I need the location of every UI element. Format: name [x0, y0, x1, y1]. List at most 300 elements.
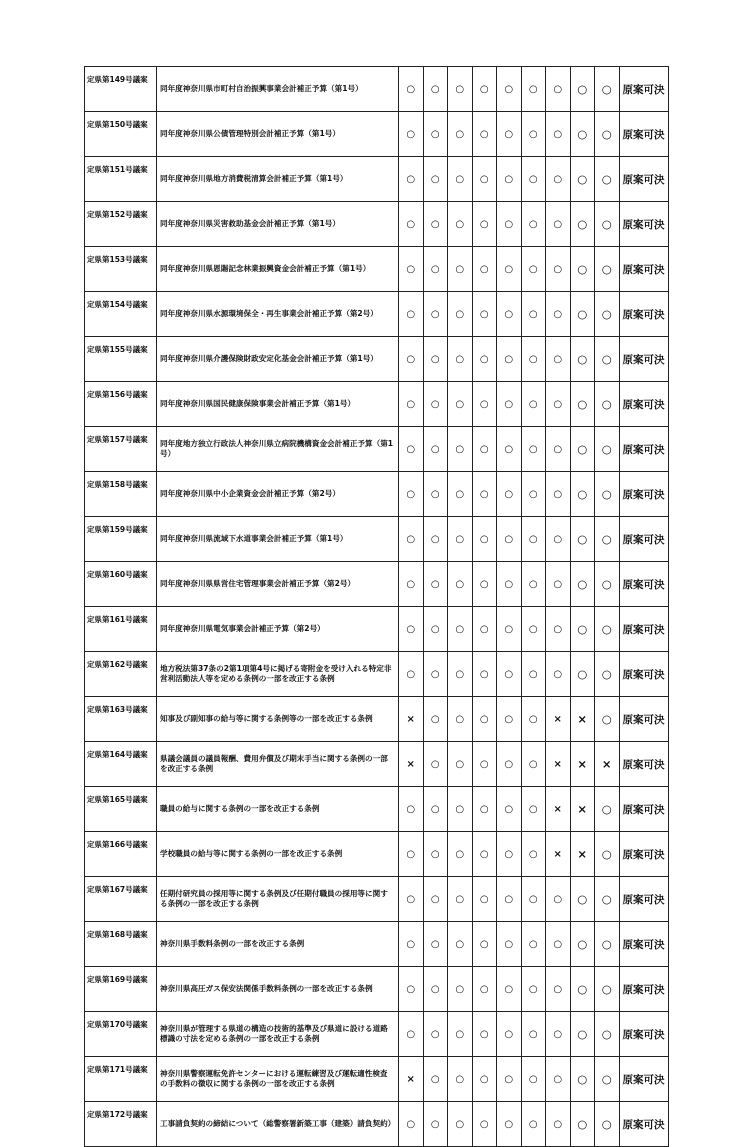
vote-cell: ○	[497, 697, 522, 742]
vote-cell: ○	[521, 1102, 546, 1147]
result-cell: 原案可決	[619, 472, 668, 517]
vote-cell: ○	[399, 607, 424, 652]
result-cell: 原案可決	[619, 1102, 668, 1147]
vote-cell: ○	[570, 112, 595, 157]
vote-cell: ×	[399, 697, 424, 742]
vote-cell: ○	[472, 877, 497, 922]
result-cell: 原案可決	[619, 157, 668, 202]
vote-cell: ○	[570, 922, 595, 967]
vote-cell: ○	[423, 832, 448, 877]
table-row	[85, 112, 669, 157]
vote-cell: ○	[448, 112, 473, 157]
table-body	[85, 67, 669, 1147]
vote-cell: ○	[521, 787, 546, 832]
result-cell: 原案可決	[619, 742, 668, 787]
vote-results-table	[84, 66, 669, 1147]
vote-cell: ○	[521, 1057, 546, 1102]
bill-title-cell: 神奈川県高圧ガス保安法関係手数料条例の一部を改正する条例	[157, 967, 399, 1012]
vote-cell: ×	[595, 742, 620, 787]
vote-cell: ○	[472, 337, 497, 382]
vote-cell: ○	[399, 652, 424, 697]
vote-cell: ○	[399, 112, 424, 157]
bill-title-cell: 同年度神奈川県国民健康保険事業会計補正予算（第1号）	[157, 382, 399, 427]
vote-cell: ○	[399, 337, 424, 382]
vote-cell: ○	[472, 247, 497, 292]
vote-cell: ○	[595, 967, 620, 1012]
vote-cell: ○	[521, 832, 546, 877]
vote-cell: ○	[546, 292, 571, 337]
vote-cell: ○	[595, 202, 620, 247]
bill-number-cell: 定県第163号議案	[85, 697, 157, 742]
vote-cell: ○	[448, 427, 473, 472]
table-row	[85, 607, 669, 652]
vote-cell: ○	[472, 832, 497, 877]
bill-title-cell: 地方税法第37条の2第1項第4号に掲げる寄附金を受け入れる特定非営利活動法人等を定める条例の一部を改正する条例	[157, 652, 399, 697]
result-cell: 原案可決	[619, 247, 668, 292]
vote-cell: ○	[546, 1102, 571, 1147]
vote-cell: ○	[423, 922, 448, 967]
vote-cell: ○	[546, 337, 571, 382]
bill-title-cell: 同年度神奈川県恩賜記念林業振興資金会計補正予算（第1号）	[157, 247, 399, 292]
vote-cell: ×	[570, 832, 595, 877]
vote-cell: ○	[546, 967, 571, 1012]
vote-cell: ○	[399, 562, 424, 607]
bill-number-cell: 定県第155号議案	[85, 337, 157, 382]
vote-cell: ○	[595, 1102, 620, 1147]
vote-cell: ○	[497, 112, 522, 157]
vote-cell: ○	[546, 1057, 571, 1102]
vote-cell: ○	[448, 832, 473, 877]
vote-cell: ×	[570, 742, 595, 787]
vote-cell: ○	[448, 202, 473, 247]
result-cell: 原案可決	[619, 517, 668, 562]
table-row	[85, 67, 669, 112]
bill-number-cell: 定県第172号議案	[85, 1102, 157, 1147]
bill-number-cell: 定県第159号議案	[85, 517, 157, 562]
vote-cell: ○	[570, 1057, 595, 1102]
vote-cell: ○	[423, 877, 448, 922]
vote-cell: ○	[595, 517, 620, 562]
vote-cell: ○	[570, 652, 595, 697]
vote-cell: ○	[497, 157, 522, 202]
vote-cell: ○	[497, 877, 522, 922]
vote-cell: ×	[399, 742, 424, 787]
vote-cell: ○	[570, 472, 595, 517]
vote-cell: ○	[546, 112, 571, 157]
vote-cell: ○	[595, 562, 620, 607]
vote-cell: ○	[399, 427, 424, 472]
vote-cell: ○	[595, 1012, 620, 1057]
vote-cell: ○	[570, 1102, 595, 1147]
table-row	[85, 157, 669, 202]
vote-cell: ○	[448, 697, 473, 742]
bill-title-cell: 同年度神奈川県介護保険財政安定化基金会計補正予算（第1号）	[157, 337, 399, 382]
vote-cell: ○	[448, 292, 473, 337]
vote-cell: ○	[399, 67, 424, 112]
vote-cell: ○	[472, 1012, 497, 1057]
vote-cell: ○	[399, 202, 424, 247]
vote-cell: ○	[521, 472, 546, 517]
result-cell: 原案可決	[619, 112, 668, 157]
bill-number-cell: 定県第151号議案	[85, 157, 157, 202]
vote-cell: ○	[423, 337, 448, 382]
vote-cell: ○	[595, 382, 620, 427]
vote-cell: ○	[423, 157, 448, 202]
result-cell: 原案可決	[619, 1012, 668, 1057]
vote-cell: ○	[399, 922, 424, 967]
vote-cell: ○	[595, 607, 620, 652]
result-cell: 原案可決	[619, 922, 668, 967]
vote-cell: ○	[399, 157, 424, 202]
vote-cell: ○	[570, 67, 595, 112]
vote-cell: ○	[448, 877, 473, 922]
table-row	[85, 832, 669, 877]
result-cell: 原案可決	[619, 427, 668, 472]
vote-cell: ○	[448, 562, 473, 607]
table-row	[85, 1102, 669, 1147]
table-row	[85, 337, 669, 382]
vote-cell: ○	[546, 652, 571, 697]
vote-cell: ○	[546, 157, 571, 202]
bill-title-cell: 学校職員の給与等に関する条例の一部を改正する条例	[157, 832, 399, 877]
vote-cell: ○	[570, 562, 595, 607]
vote-cell: ×	[546, 697, 571, 742]
bill-number-cell: 定県第152号議案	[85, 202, 157, 247]
vote-cell: ○	[521, 742, 546, 787]
result-cell: 原案可決	[619, 292, 668, 337]
bill-number-cell: 定県第157号議案	[85, 427, 157, 472]
table-row	[85, 922, 669, 967]
table-row	[85, 472, 669, 517]
vote-cell: ○	[472, 157, 497, 202]
bill-title-cell: 工事請負契約の締結について（総警察署新築工事（建築）請負契約）	[157, 1102, 399, 1147]
bill-title-cell: 同年度神奈川県県営住宅管理事業会計補正予算（第2号）	[157, 562, 399, 607]
bill-number-cell: 定県第154号議案	[85, 292, 157, 337]
vote-cell: ○	[521, 652, 546, 697]
bill-title-cell: 職員の給与に関する条例の一部を改正する条例	[157, 787, 399, 832]
vote-cell: ○	[497, 517, 522, 562]
vote-cell: ○	[472, 1102, 497, 1147]
vote-cell: ○	[570, 967, 595, 1012]
vote-cell: ○	[399, 247, 424, 292]
vote-cell: ○	[472, 517, 497, 562]
vote-cell: ○	[423, 1102, 448, 1147]
vote-cell: ○	[472, 292, 497, 337]
vote-cell: ○	[497, 67, 522, 112]
vote-cell: ○	[448, 382, 473, 427]
bill-title-cell: 同年度神奈川県中小企業資金会計補正予算（第2号）	[157, 472, 399, 517]
vote-cell: ○	[497, 337, 522, 382]
bill-number-cell: 定県第161号議案	[85, 607, 157, 652]
result-cell: 原案可決	[619, 607, 668, 652]
vote-cell: ○	[448, 67, 473, 112]
vote-cell: ○	[497, 562, 522, 607]
vote-cell: ○	[497, 382, 522, 427]
vote-cell: ○	[423, 742, 448, 787]
vote-cell: ○	[448, 472, 473, 517]
vote-cell: ○	[423, 787, 448, 832]
bill-number-cell: 定県第150号議案	[85, 112, 157, 157]
vote-cell: ○	[546, 517, 571, 562]
vote-cell: ○	[595, 67, 620, 112]
vote-cell: ○	[497, 202, 522, 247]
vote-cell: ○	[570, 382, 595, 427]
vote-cell: ○	[472, 67, 497, 112]
result-cell: 原案可決	[619, 562, 668, 607]
vote-cell: ○	[448, 1057, 473, 1102]
table-row	[85, 382, 669, 427]
vote-cell: ○	[472, 1057, 497, 1102]
vote-cell: ○	[448, 967, 473, 1012]
vote-cell: ○	[448, 652, 473, 697]
vote-cell: ○	[423, 67, 448, 112]
vote-cell: ○	[521, 517, 546, 562]
bill-number-cell: 定県第168号議案	[85, 922, 157, 967]
bill-number-cell: 定県第158号議案	[85, 472, 157, 517]
table-row	[85, 1057, 669, 1102]
table-row	[85, 427, 669, 472]
vote-cell: ○	[448, 742, 473, 787]
vote-cell: ○	[423, 292, 448, 337]
vote-cell: ○	[546, 877, 571, 922]
table-row	[85, 967, 669, 1012]
table-row	[85, 652, 669, 697]
vote-cell: ○	[399, 517, 424, 562]
vote-cell: ○	[521, 67, 546, 112]
vote-cell: ○	[521, 337, 546, 382]
vote-cell: ○	[546, 247, 571, 292]
result-cell: 原案可決	[619, 382, 668, 427]
vote-cell: ○	[595, 832, 620, 877]
vote-cell: ○	[472, 742, 497, 787]
bill-title-cell: 同年度神奈川県市町村自治振興事業会計補正予算（第1号）	[157, 67, 399, 112]
vote-cell: ○	[472, 697, 497, 742]
vote-cell: ○	[448, 247, 473, 292]
vote-cell: ○	[472, 382, 497, 427]
result-cell: 原案可決	[619, 67, 668, 112]
vote-cell: ○	[595, 787, 620, 832]
result-cell: 原案可決	[619, 787, 668, 832]
table-row	[85, 247, 669, 292]
vote-cell: ○	[497, 967, 522, 1012]
result-cell: 原案可決	[619, 697, 668, 742]
vote-cell: ○	[521, 967, 546, 1012]
vote-cell: ○	[546, 382, 571, 427]
vote-cell: ○	[570, 202, 595, 247]
vote-cell: ○	[448, 337, 473, 382]
bill-number-cell: 定県第165号議案	[85, 787, 157, 832]
vote-cell: ○	[497, 652, 522, 697]
bill-title-cell: 同年度神奈川県地方消費税清算会計補正予算（第1号）	[157, 157, 399, 202]
vote-cell: ○	[423, 652, 448, 697]
vote-cell: ○	[423, 247, 448, 292]
vote-cell: ○	[399, 967, 424, 1012]
vote-cell: ○	[546, 562, 571, 607]
vote-cell: ○	[472, 922, 497, 967]
vote-cell: ○	[497, 1012, 522, 1057]
vote-cell: ○	[521, 562, 546, 607]
vote-cell: ○	[399, 292, 424, 337]
table-row	[85, 562, 669, 607]
vote-cell: ○	[448, 922, 473, 967]
vote-cell: ○	[497, 832, 522, 877]
result-cell: 原案可決	[619, 337, 668, 382]
result-cell: 原案可決	[619, 877, 668, 922]
bill-number-cell: 定県第162号議案	[85, 652, 157, 697]
result-cell: 原案可決	[619, 832, 668, 877]
vote-cell: ○	[423, 202, 448, 247]
bill-number-cell: 定県第170号議案	[85, 1012, 157, 1057]
vote-cell: ○	[423, 562, 448, 607]
vote-cell: ○	[595, 337, 620, 382]
vote-cell: ○	[595, 697, 620, 742]
vote-cell: ○	[472, 562, 497, 607]
vote-cell: ○	[521, 1012, 546, 1057]
table-row	[85, 877, 669, 922]
bill-title-cell: 同年度神奈川県流域下水道事業会計補正予算（第1号）	[157, 517, 399, 562]
vote-cell: ○	[399, 832, 424, 877]
vote-cell: ○	[570, 337, 595, 382]
vote-cell: ○	[595, 247, 620, 292]
vote-cell: ○	[570, 1012, 595, 1057]
table-row	[85, 202, 669, 247]
vote-cell: ○	[497, 787, 522, 832]
vote-cell: ○	[423, 382, 448, 427]
vote-cell: ○	[546, 607, 571, 652]
bill-number-cell: 定県第160号議案	[85, 562, 157, 607]
bill-title-cell: 同年度神奈川県電気事業会計補正予算（第2号）	[157, 607, 399, 652]
vote-cell: ×	[546, 742, 571, 787]
vote-cell: ○	[423, 967, 448, 1012]
vote-cell: ○	[399, 472, 424, 517]
vote-cell: ○	[399, 877, 424, 922]
vote-cell: ×	[570, 697, 595, 742]
vote-cell: ○	[521, 112, 546, 157]
vote-cell: ○	[521, 877, 546, 922]
table-row	[85, 742, 669, 787]
vote-cell: ○	[497, 607, 522, 652]
vote-cell: ○	[546, 202, 571, 247]
vote-cell: ○	[497, 1057, 522, 1102]
bill-number-cell: 定県第169号議案	[85, 967, 157, 1012]
vote-cell: ○	[472, 967, 497, 1012]
vote-cell: ○	[423, 607, 448, 652]
vote-cell: ○	[448, 157, 473, 202]
vote-cell: ○	[595, 652, 620, 697]
vote-cell: ○	[546, 427, 571, 472]
vote-cell: ○	[595, 1057, 620, 1102]
bill-number-cell: 定県第156号議案	[85, 382, 157, 427]
bill-title-cell: 同年度地方独立行政法人神奈川県立病院機構資金会計補正予算（第1号）	[157, 427, 399, 472]
vote-cell: ○	[570, 157, 595, 202]
bill-title-cell: 同年度神奈川県公債管理特別会計補正予算（第1号）	[157, 112, 399, 157]
vote-cell: ○	[570, 292, 595, 337]
vote-cell: ○	[595, 922, 620, 967]
vote-cell: ○	[472, 112, 497, 157]
vote-cell: ○	[497, 742, 522, 787]
vote-cell: ○	[570, 877, 595, 922]
vote-cell: ○	[448, 1012, 473, 1057]
bill-number-cell: 定県第149号議案	[85, 67, 157, 112]
vote-cell: ○	[595, 877, 620, 922]
vote-cell: ○	[472, 472, 497, 517]
vote-cell: ○	[423, 697, 448, 742]
vote-cell: ○	[546, 922, 571, 967]
table-row	[85, 787, 669, 832]
vote-cell: ○	[521, 922, 546, 967]
vote-cell: ○	[497, 922, 522, 967]
vote-cell: ×	[399, 1057, 424, 1102]
vote-cell: ○	[521, 382, 546, 427]
vote-cell: ○	[521, 607, 546, 652]
result-cell: 原案可決	[619, 652, 668, 697]
vote-cell: ○	[448, 517, 473, 562]
vote-cell: ○	[423, 472, 448, 517]
vote-cell: ○	[546, 1012, 571, 1057]
vote-cell: ○	[570, 517, 595, 562]
vote-cell: ○	[546, 472, 571, 517]
vote-cell: ○	[472, 652, 497, 697]
vote-cell: ○	[595, 292, 620, 337]
vote-cell: ○	[521, 157, 546, 202]
result-cell: 原案可決	[619, 1057, 668, 1102]
vote-cell: ○	[570, 427, 595, 472]
table-row	[85, 517, 669, 562]
vote-cell: ○	[521, 292, 546, 337]
vote-cell: ○	[448, 607, 473, 652]
vote-cell: ○	[595, 112, 620, 157]
vote-cell: ○	[497, 472, 522, 517]
vote-cell: ○	[521, 202, 546, 247]
table-row	[85, 292, 669, 337]
vote-cell: ○	[472, 787, 497, 832]
vote-cell: ○	[423, 1012, 448, 1057]
table-row	[85, 1012, 669, 1057]
result-cell: 原案可決	[619, 967, 668, 1012]
result-cell: 原案可決	[619, 202, 668, 247]
bill-title-cell: 知事及び副知事の給与等に関する条例等の一部を改正する条例	[157, 697, 399, 742]
vote-cell: ○	[497, 292, 522, 337]
bill-number-cell: 定県第153号議案	[85, 247, 157, 292]
vote-cell: ○	[521, 427, 546, 472]
vote-cell: ○	[570, 607, 595, 652]
bill-title-cell: 神奈川県手数料条例の一部を改正する条例	[157, 922, 399, 967]
vote-cell: ○	[399, 787, 424, 832]
vote-cell: ○	[595, 157, 620, 202]
vote-cell: ○	[497, 427, 522, 472]
table-row	[85, 697, 669, 742]
vote-cell: ○	[546, 67, 571, 112]
bill-title-cell: 任期付研究員の採用等に関する条例及び任期付職員の採用等に関する条例の一部を改正する条例	[157, 877, 399, 922]
vote-cell: ×	[570, 787, 595, 832]
vote-cell: ○	[472, 202, 497, 247]
vote-cell: ○	[423, 427, 448, 472]
vote-cell: ○	[570, 247, 595, 292]
vote-cell: ○	[399, 382, 424, 427]
bill-title-cell: 神奈川県が管理する県道の構造の技術的基準及び県道に設ける道路標識の寸法を定める条例の一部を改正する条例	[157, 1012, 399, 1057]
vote-cell: ○	[521, 697, 546, 742]
bill-title-cell: 同年度神奈川県災害救助基金会計補正予算（第1号）	[157, 202, 399, 247]
bill-number-cell: 定県第171号議案	[85, 1057, 157, 1102]
vote-cell: ○	[423, 1057, 448, 1102]
vote-cell: ○	[497, 247, 522, 292]
vote-cell: ○	[472, 427, 497, 472]
vote-cell: ○	[399, 1102, 424, 1147]
vote-cell: ○	[448, 787, 473, 832]
vote-cell: ○	[399, 1012, 424, 1057]
bill-number-cell: 定県第167号議案	[85, 877, 157, 922]
vote-cell: ×	[546, 832, 571, 877]
